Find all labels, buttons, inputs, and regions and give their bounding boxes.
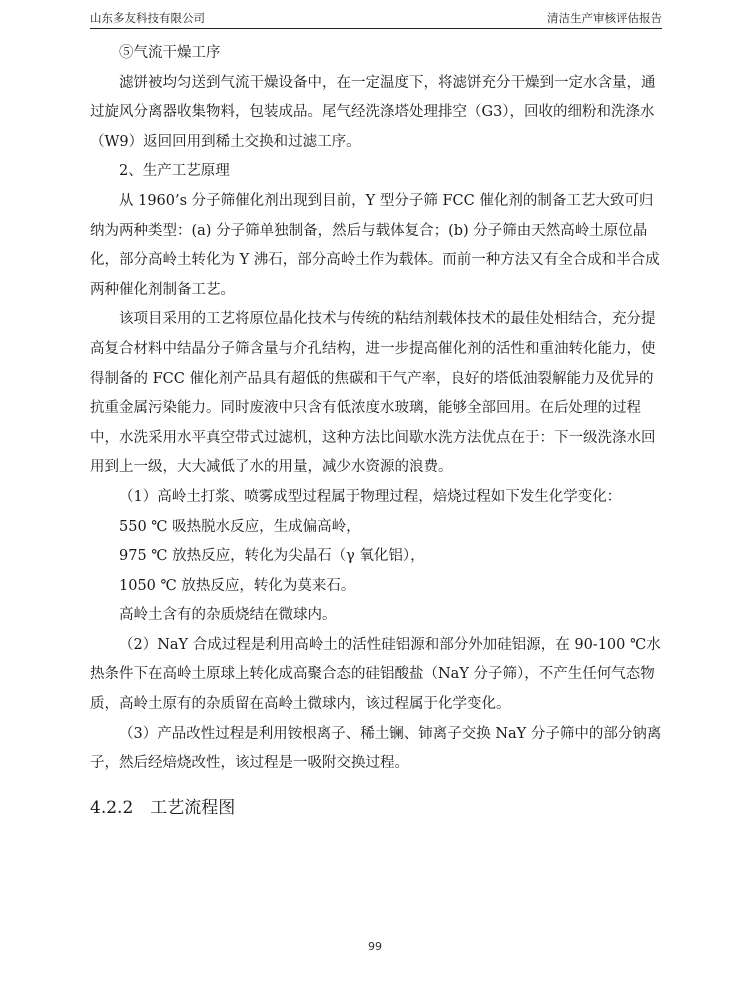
reaction-line-1050: 1050 ℃ 放热反应，转化为莫来石。	[119, 577, 356, 594]
subsection-title-drying: ⑤气流干燥工序	[119, 45, 221, 61]
header-company: 山东多友科技有限公司	[90, 11, 205, 25]
paragraph-catalyst-history: 从 1960’s 分子筛催化剂出现到目前，Y 型分子筛 FCC 催化剂的制备工艺大致可归纳为两种类型：(a) 分子筛单独制备，然后与载体复合；(b) 分子筛由天然高岭土原位晶化，部分高岭土转化为 Y 沸石，部分高岭土作为载体。而前一种方法又有全合成和半合成两种催化剂制备工艺。	[90, 192, 660, 298]
page-number: 99	[368, 940, 382, 953]
paragraph-step-2: （2）NaY 合成过程是利用高岭土的活性硅铝源和部分外加硅铝源，在 90-100 ℃水热条件下在高岭土原球上转化成高聚合态的硅铝酸盐（NaY 分子筛），不产生任何气态物质，高岭土原有的杂质留在高岭土微球内，该过程属于化学变化。	[90, 636, 661, 713]
header-divider	[90, 28, 662, 29]
reaction-line-550: 550 ℃ 吸热脱水反应，生成偏高岭，	[119, 518, 361, 535]
paragraph-step-3: （3）产品改性过程是利用铵根离子、稀土镧、铈离子交换 NaY 分子筛中的部分钠离子，然后经焙烧改性，该过程是一吸附交换过程。	[90, 725, 662, 772]
subsection-title-principle: 2、生产工艺原理	[119, 163, 230, 180]
reaction-line-975: 975 ℃ 放热反应，转化为尖晶石（γ 氧化铝），	[119, 548, 425, 565]
document-body	[90, 39, 662, 779]
paragraph-impurities: 高岭土含有的杂质烧结在微球内。	[119, 607, 337, 624]
paragraph-step-1: （1）高岭土打浆、喷雾成型过程属于物理过程，焙烧过程如下发生化学变化：	[119, 488, 622, 505]
header-report-title: 清洁生产审核评估报告	[547, 11, 662, 25]
paragraph-drying-process: 滤饼被均匀送到气流干燥设备中，在一定温度下，将滤饼充分干燥到一定水含量，通过旋风分离器收集物料，包装成品。尾气经洗涤塔处理排空（G3），回收的细粉和洗涤水（W9）返回回用到稀土交换和过滤工序。	[90, 74, 656, 150]
section-heading-flowchart: 4.2.2 工艺流程图	[90, 798, 236, 818]
paragraph-process-description: 该项目采用的工艺将原位晶化技术与传统的粘结剂载体技术的最佳处相结合，充分提高复合材料中结晶分子筛含量与介孔结构，进一步提高催化剂的活性和重油转化能力，使得制备的 FCC 催化剂产品具有超低的焦碳和干气产率，良好的塔低油裂解能力及优异的抗重金属污染能力。同时废液中只含有低浓度水玻璃，能够全部回用。在后处理的过程中，水洗采用水平真空带式过滤机，这种方法比间歇水洗方法优点在于：下一级洗涤水回用到上一级，大大减低了水的用量，减少水资源的浪费。	[90, 311, 656, 476]
page-header	[90, 8, 662, 28]
